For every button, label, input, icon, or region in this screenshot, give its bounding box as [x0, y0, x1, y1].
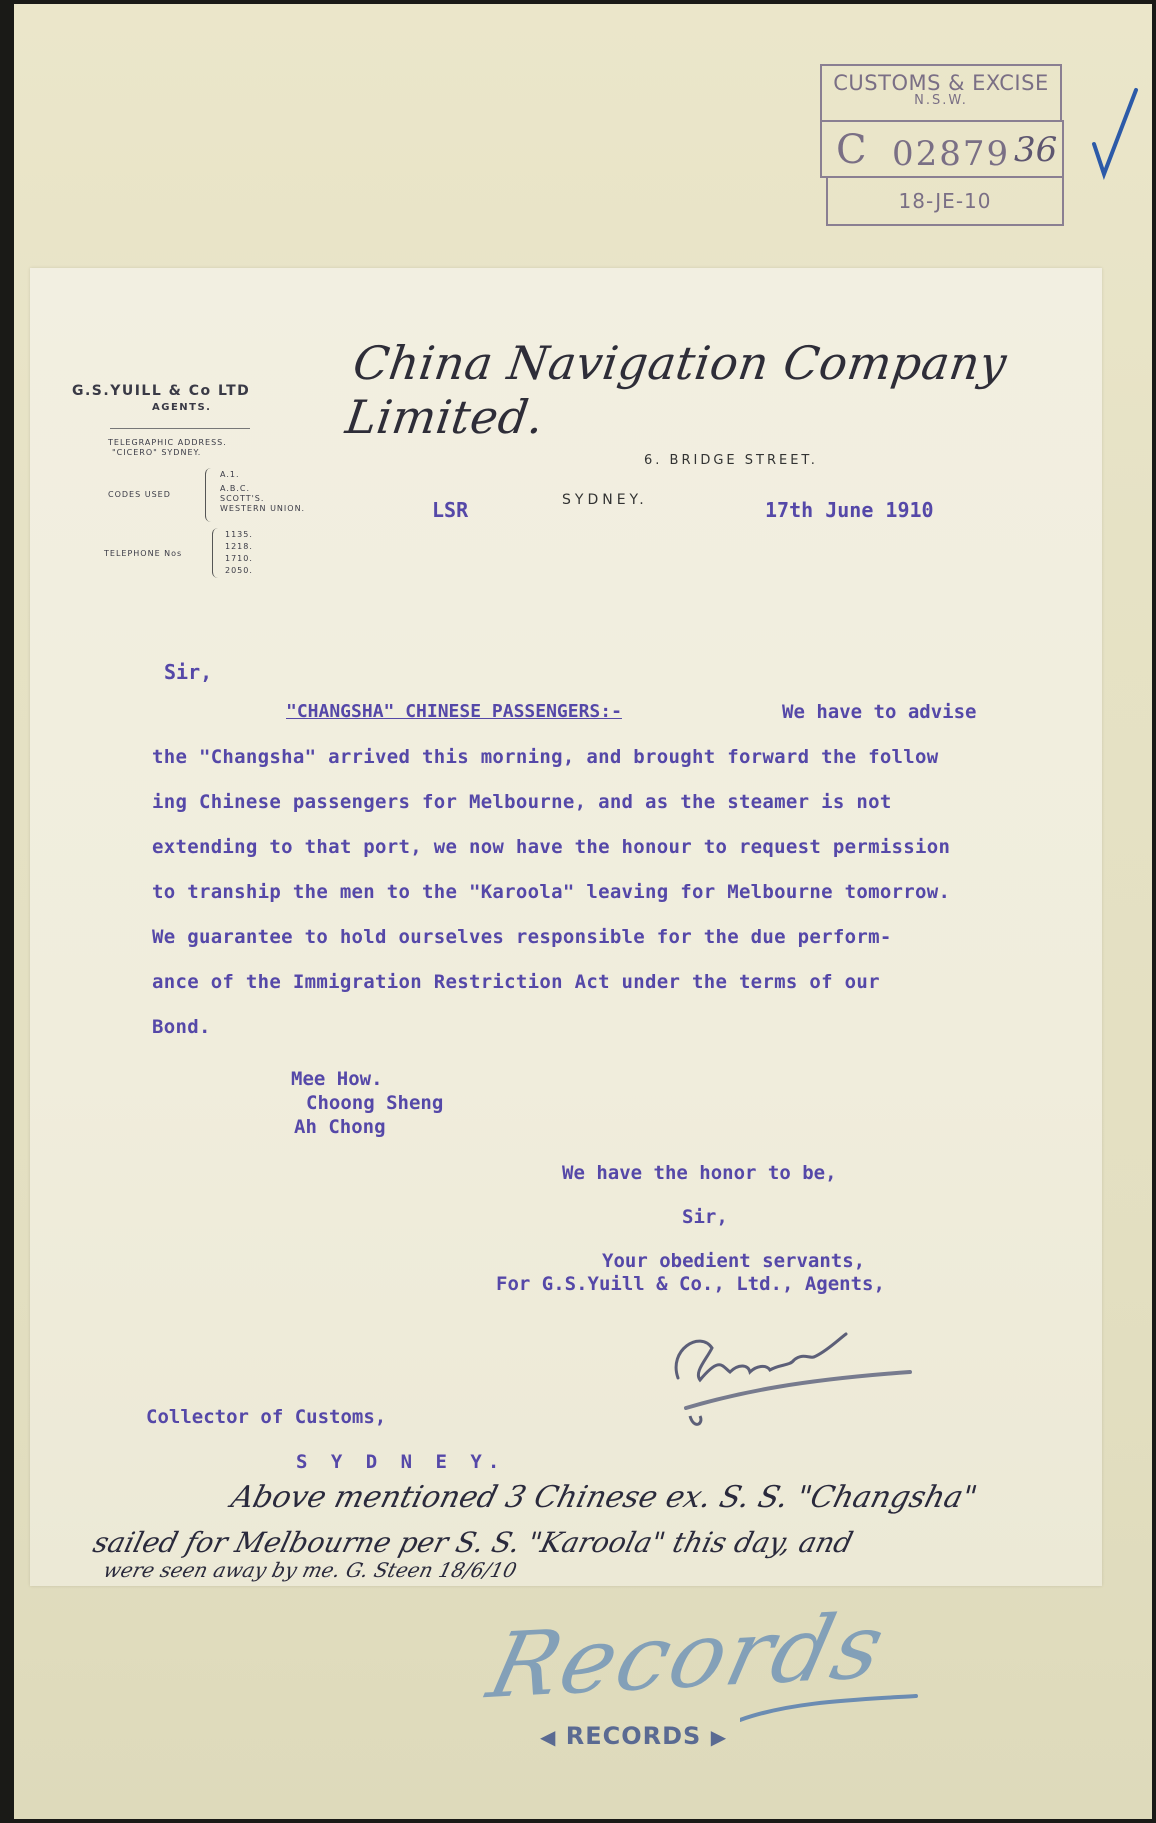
agents-label: AGENTS.	[152, 402, 212, 413]
salutation: Sir,	[164, 660, 213, 684]
handwritten-note-line: Above mentioned 3 Chinese ex. S. S. "Changsha"	[227, 1480, 981, 1515]
customs-stamp	[820, 64, 1064, 228]
body-line: the "Changsha" arrived this morning, and brought forward the follow	[152, 746, 939, 768]
letterhead-rule	[110, 428, 250, 429]
codes-label: CODES USED	[108, 490, 171, 499]
records-stamp	[540, 1722, 727, 1750]
body-line: ing Chinese passengers for Melbourne, and as the steamer is not	[152, 791, 892, 813]
code-item: SCOTT'S.	[220, 494, 265, 503]
signature-icon	[660, 1320, 920, 1440]
stamp-state: N.S.W.	[914, 93, 968, 108]
stamp-annotation: 36	[1014, 130, 1058, 170]
telegraphic-value: "CICERO" SYDNEY.	[112, 448, 202, 457]
passenger-name: Ah Chong	[294, 1116, 386, 1138]
body-line: Bond.	[152, 1016, 211, 1038]
codes-brace	[205, 468, 212, 522]
telephone-brace	[212, 528, 219, 578]
stamp-title: CUSTOMS & EXCISE	[833, 71, 1049, 95]
code-item: WESTERN UNION.	[220, 504, 306, 513]
closing-line: We have the honor to be,	[562, 1162, 837, 1184]
check-mark-icon	[1090, 86, 1140, 180]
telephone-item: 2050.	[225, 566, 253, 575]
telephone-item: 1710.	[225, 554, 253, 563]
stamp-date-box	[826, 176, 1064, 226]
records-handwritten: Records	[479, 1593, 896, 1720]
passenger-name: Choong Sheng	[306, 1092, 444, 1114]
body-line: We guarantee to hold ourselves responsible for the due perform-	[152, 926, 892, 948]
agent-name: G.S.YUILL & Co LTD	[72, 383, 251, 399]
code-item: A.1.	[220, 470, 240, 479]
letter-date: 17th June 1910	[765, 498, 934, 522]
records-stamp-label: RECORDS	[565, 1722, 702, 1750]
stamp-number-box	[820, 120, 1064, 178]
stamp-header	[820, 64, 1062, 122]
telephone-item: 1135.	[225, 530, 253, 539]
telephone-label: TELEPHONE Nos	[104, 549, 183, 558]
body-line: to tranship the men to the "Karoola" leaving for Melbourne tomorrow.	[152, 881, 951, 903]
body-first-line: We have to advise	[782, 701, 977, 723]
passenger-name: Mee How.	[291, 1068, 383, 1090]
city-name: SYDNEY.	[562, 492, 648, 508]
for-line: For G.S.Yuill & Co., Ltd., Agents,	[496, 1273, 885, 1295]
telephone-item: 1218.	[225, 542, 253, 551]
subject-heading: "CHANGSHA" CHINESE PASSENGERS:-	[286, 701, 622, 722]
code-item: A.B.C.	[220, 484, 251, 493]
records-underline-icon	[740, 1690, 920, 1730]
telegraphic-label: TELEGRAPHIC ADDRESS.	[108, 438, 227, 447]
body-line: extending to that port, we now have the honour to request permission	[152, 836, 951, 858]
stamp-series: C	[836, 127, 867, 173]
stamp-number: 02879	[892, 134, 1011, 174]
arrow-left-icon: ◀	[540, 1725, 557, 1749]
servants-line: Your obedient servants,	[602, 1250, 866, 1272]
handwritten-note-line: sailed for Melbourne per S. S. "Karoola" this day, and	[89, 1526, 857, 1559]
stamp-date: 18-JE-10	[898, 189, 992, 213]
street-address: 6. BRIDGE STREET.	[644, 453, 818, 468]
company-name: China Navigation Company Limited.	[342, 336, 1011, 444]
arrow-right-icon: ▶	[710, 1725, 728, 1749]
body-line: ance of the Immigration Restriction Act under the terms of our	[152, 971, 880, 993]
reference-code: LSR	[432, 498, 469, 522]
handwritten-note-line: were seen away by me. G. Steen 18/6/10	[101, 1558, 520, 1582]
addressee-city: S Y D N E Y.	[296, 1451, 506, 1473]
addressee: Collector of Customs,	[146, 1406, 387, 1428]
closing-sir: Sir,	[682, 1206, 728, 1228]
